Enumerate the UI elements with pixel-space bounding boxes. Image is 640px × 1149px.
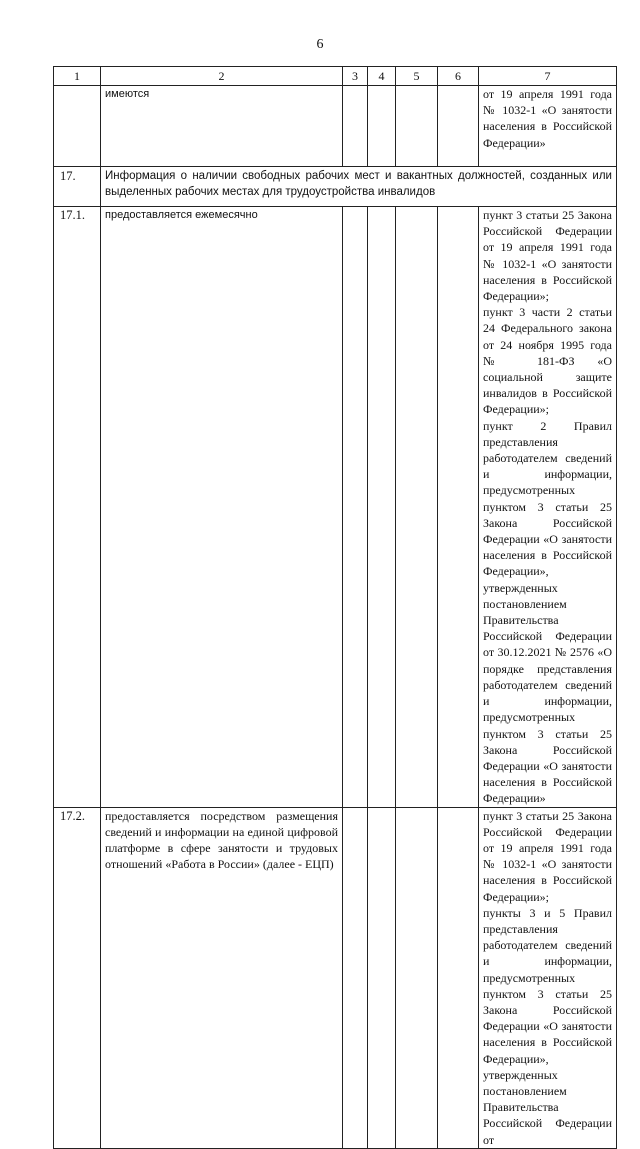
empty-cell [396,86,438,167]
table-row [54,86,617,167]
row-number: 17.2. [54,807,101,1148]
empty-cell [438,86,479,167]
header-col-1: 1 [54,67,101,86]
row-number: 17. [54,167,101,207]
header-col-5: 5 [396,67,438,86]
section-heading: Информация о наличии свободных рабочих мест и вакантных должностей, созданных или выделенных рабочих местах для трудоустройства инвалидов [101,167,617,207]
header-row [54,67,617,86]
row-number [54,86,101,167]
empty-cell [396,207,438,808]
legal-basis-item: пункт 3 статьи 25 Закона Российской Федерации от 19 апреля 1991 года № 1032-1 «О занятости населения в Российской Федерации»; [483,808,612,904]
empty-cell [368,86,396,167]
legal-basis-item: пункт 3 части 2 статьи 24 Федерального закона от 24 ноября 1995 года № 181-ФЗ «О социальной защите инвалидов в Российской Федерации»; [483,305,612,417]
document-table [53,66,617,1149]
legal-basis-item: пункт 3 статьи 25 Закона Российской Федерации от 19 апреля 1991 года № 1032-1 «О занятости населения в Российской Федерации»; [483,208,612,304]
header-col-7: 7 [479,67,617,86]
header-col-3: 3 [343,67,368,86]
legal-basis-item: пункты 3 и 5 Правил представления работодателем сведений и информации, предусмотренных пунктом 3 статьи 25 Закона Российской Федерации «О занятости населения в Российской Федерации», утвержденных постановлением Правительства Российской Федерации от [483,905,612,1147]
empty-cell [438,207,479,808]
empty-cell [368,207,396,808]
row-description: предоставляется посредством размещения сведений и информации на единой цифровой платформе в сфере занятости и трудовых отношений «Работа в России» (далее - ЕЦП) [101,807,343,1148]
header-col-4: 4 [368,67,396,86]
empty-cell [343,807,368,1148]
empty-cell [343,86,368,167]
empty-cell [396,807,438,1148]
table-row [54,207,617,808]
empty-cell [438,807,479,1148]
header-col-2: 2 [101,67,343,86]
table-row [54,167,617,207]
row-number: 17.1. [54,207,101,808]
header-col-6: 6 [438,67,479,86]
empty-cell [343,207,368,808]
legal-basis-item: пункт 2 Правил представления работодателем сведений и информации, предусмотренных пунктом 3 статьи 25 Закона Российской Федерации «О занятости населения в Российской Федерации», утвержденных постановлением Правительства Российской Федерации от 30.12.2021 № 2576 «О порядке представления работодателем сведений и информации, предусмотренных пунктом 3 статьи 25 Закона Российской Федерации «О занятости населения в Российской Федерации» [483,418,612,806]
row-legal-basis [479,207,617,808]
row-legal-basis [479,807,617,1148]
table-row [54,807,617,1148]
row-description: имеются [101,86,343,167]
page-number: 6 [316,37,324,52]
row-legal-basis: от 19 апреля 1991 года № 1032-1 «О занятости населения в Российской Федерации» [479,86,617,167]
row-description: предоставляется ежемесячно [101,207,343,808]
empty-cell [368,807,396,1148]
